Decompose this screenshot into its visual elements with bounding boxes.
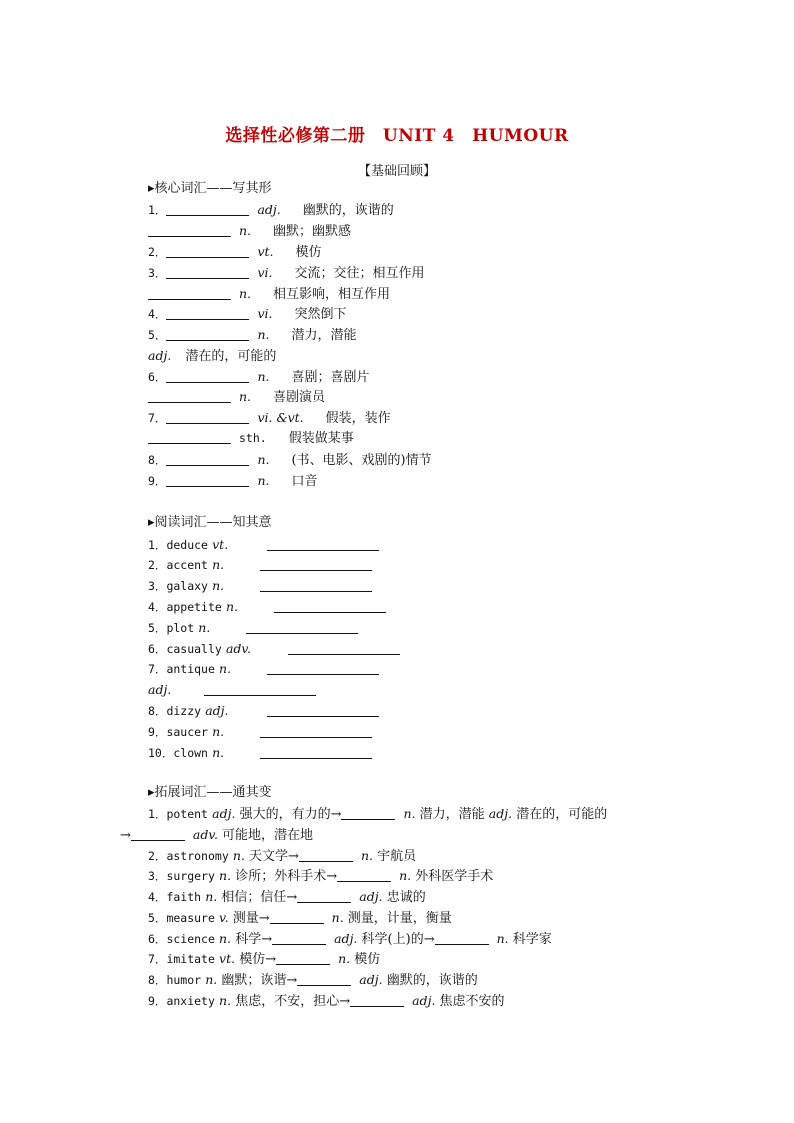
vocab-word: saucer <box>166 725 208 739</box>
part-of-speech: n. <box>219 661 232 676</box>
part-of-speech: adv. <box>192 827 218 842</box>
derived-word-blank[interactable] <box>297 889 351 903</box>
item-number: 8． <box>148 704 167 718</box>
worksheet-line <box>148 660 379 678</box>
vocab-word: anxiety <box>166 994 215 1008</box>
part-of-speech: adj. <box>412 993 436 1008</box>
part-of-speech: n. <box>198 620 211 635</box>
word-blank[interactable] <box>148 389 231 403</box>
chinese-meaning: (书、电影、戏剧的)情节 <box>291 453 432 468</box>
chinese-meaning: 相互影响，相互作用 <box>273 287 391 302</box>
chinese-meaning: 科学→ <box>231 932 273 947</box>
chinese-meaning: 焦虑，不安，担心→ <box>231 994 351 1009</box>
item-number: 5． <box>148 328 167 342</box>
part-of-speech: n. <box>257 473 270 488</box>
item-number: 6． <box>148 370 167 384</box>
part-of-speech: n. <box>225 599 238 614</box>
chinese-meaning: 潜力，潜能 <box>415 807 489 822</box>
item-number: 7． <box>148 411 167 425</box>
part-of-speech: adj. <box>148 682 172 697</box>
part-of-speech: n. <box>331 910 344 925</box>
worksheet-line <box>148 784 272 801</box>
worksheet-line <box>148 681 316 699</box>
part-of-speech: adj. <box>488 806 513 821</box>
section-heading-core-vocab: ▸核心词汇——写其形 <box>148 181 272 196</box>
chinese-meaning: 喜剧演员 <box>273 390 326 405</box>
worksheet-line <box>148 514 272 531</box>
meaning-blank[interactable] <box>204 682 316 696</box>
part-of-speech: n. <box>257 369 270 384</box>
item-number: 9． <box>148 474 167 488</box>
meaning-blank[interactable] <box>260 745 372 759</box>
derived-word-blank[interactable] <box>435 931 489 945</box>
worksheet-line <box>148 888 426 906</box>
derived-word-blank[interactable] <box>270 910 324 924</box>
part-of-speech: n. <box>257 327 270 342</box>
meaning-blank[interactable] <box>260 578 372 592</box>
worksheet-line <box>148 598 386 616</box>
item-number: 7． <box>148 662 167 676</box>
item-number: 9． <box>148 725 167 739</box>
chinese-meaning: 潜在的，可能的 <box>512 807 608 822</box>
part-of-speech: n. <box>205 889 218 904</box>
chinese-meaning: 幽默的，诙谐的 <box>302 203 394 218</box>
meaning-blank[interactable] <box>267 703 379 717</box>
part-of-speech: n. <box>239 389 252 404</box>
derived-word-blank[interactable] <box>272 931 326 945</box>
item-number: 8． <box>148 453 167 467</box>
word-blank[interactable] <box>166 452 249 466</box>
part-of-speech: vi. &vt. <box>257 410 304 425</box>
worksheet-line <box>148 180 272 197</box>
part-of-speech: adv. <box>225 641 251 656</box>
part-of-speech: vi. <box>257 265 273 280</box>
worksheet-line <box>148 909 452 927</box>
part-of-speech: sth. <box>239 431 267 445</box>
meaning-blank[interactable] <box>274 599 386 613</box>
part-of-speech: n. <box>232 848 245 863</box>
worksheet-line <box>148 472 317 490</box>
part-of-speech: n. <box>239 223 252 238</box>
item-number: 6． <box>148 642 167 656</box>
page-title: 选择性必修第二册 UNIT 4 HUMOUR <box>225 126 569 146</box>
item-number: 1． <box>148 538 167 552</box>
part-of-speech: n. <box>360 848 373 863</box>
worksheet-line <box>148 702 379 720</box>
part-of-speech: adj. <box>359 972 383 987</box>
worksheet-line <box>148 264 425 282</box>
worksheet-line <box>148 243 322 261</box>
item-number: 5． <box>148 621 167 635</box>
item-number: 8． <box>148 973 167 987</box>
worksheet-line <box>148 805 607 823</box>
part-of-speech: n. <box>399 868 412 883</box>
chinese-meaning: 潜在的，可能的 <box>185 349 277 364</box>
part-of-speech: n. <box>219 931 232 946</box>
part-of-speech: n. <box>338 951 351 966</box>
worksheet-line <box>148 744 372 762</box>
word-blank[interactable] <box>166 202 249 216</box>
chinese-meaning: 诊所；外科手术→ <box>231 869 338 884</box>
item-number: 3． <box>148 266 167 280</box>
item-number: 10． <box>148 746 174 760</box>
worksheet-line <box>148 326 356 344</box>
chinese-meaning: 焦虑不安的 <box>435 994 505 1009</box>
part-of-speech: vt. <box>219 951 236 966</box>
part-of-speech: n. <box>257 452 270 467</box>
worksheet-line <box>148 950 380 968</box>
word-blank[interactable] <box>166 369 249 383</box>
worksheet-line <box>148 409 391 427</box>
worksheet-line <box>148 577 372 595</box>
chinese-meaning: 模仿→ <box>235 952 277 967</box>
worksheet-line <box>148 451 432 469</box>
part-of-speech: n. <box>219 993 232 1008</box>
vocab-word: appetite <box>166 600 222 614</box>
worksheet-line <box>148 285 390 303</box>
derived-word-blank[interactable] <box>337 868 391 882</box>
chinese-meaning: 模仿 <box>295 245 322 260</box>
vocab-word: humor <box>166 973 202 987</box>
vocab-word: surgery <box>166 869 215 883</box>
vocab-word: clown <box>173 746 208 760</box>
vocab-word: measure <box>166 911 215 925</box>
part-of-speech: n. <box>496 931 509 946</box>
chinese-meaning: 幽默的，诙谐的 <box>382 973 478 988</box>
item-number: 3． <box>148 869 167 883</box>
meaning-blank[interactable] <box>246 620 358 634</box>
vocab-word: plot <box>166 621 195 635</box>
item-number: 2． <box>148 558 167 572</box>
chinese-meaning: 宇航员 <box>372 849 417 864</box>
part-of-speech: n. <box>403 806 416 821</box>
part-of-speech: v. <box>219 910 229 925</box>
part-of-speech: adj. <box>257 202 281 217</box>
section-heading-extended-vocab: ▸拓展词汇——通其变 <box>148 785 272 800</box>
vocab-word: dizzy <box>166 704 202 718</box>
chinese-meaning: 口音 <box>291 474 318 489</box>
vocab-word: casually <box>166 642 222 656</box>
worksheet-line <box>148 971 478 989</box>
word-blank[interactable] <box>166 306 249 320</box>
chinese-meaning: 假装，装作 <box>325 411 391 426</box>
word-blank[interactable] <box>166 327 249 341</box>
part-of-speech: adj. <box>334 931 358 946</box>
worksheet-line <box>148 930 552 948</box>
worksheet-line <box>148 430 354 447</box>
worksheet-line <box>148 305 347 323</box>
item-number: 7． <box>148 952 167 966</box>
part-of-speech: n. <box>239 286 252 301</box>
word-blank[interactable] <box>148 430 231 444</box>
part-of-speech: vt. <box>212 537 229 552</box>
chinese-meaning: 相信；信任→ <box>217 890 298 905</box>
section-subtitle: 【基础回顾】 <box>357 164 436 179</box>
worksheet-line <box>148 388 325 406</box>
part-of-speech: n. <box>219 868 232 883</box>
chinese-meaning: 外科医学手术 <box>411 869 494 884</box>
part-of-speech: adj. <box>212 806 236 821</box>
worksheet-line <box>148 847 416 865</box>
item-number: 4． <box>148 890 167 904</box>
vocab-word: galaxy <box>166 579 208 593</box>
item-number: 2． <box>148 245 167 259</box>
part-of-speech: vt. <box>257 244 274 259</box>
derived-word-blank[interactable] <box>131 827 185 841</box>
vocab-word: antique <box>166 662 215 676</box>
chinese-meaning: 可能地，潜在地 <box>217 828 314 843</box>
worksheet-line <box>148 347 276 365</box>
derived-word-blank[interactable] <box>350 993 404 1007</box>
word-blank[interactable] <box>148 286 231 300</box>
chinese-meaning: 突然倒下 <box>294 307 347 322</box>
item-number: 2． <box>148 849 167 863</box>
worksheet-line <box>148 222 351 240</box>
worksheet-line <box>148 619 358 637</box>
part-of-speech: n. <box>212 557 225 572</box>
vocab-word: faith <box>166 890 202 904</box>
word-blank[interactable] <box>166 265 249 279</box>
part-of-speech: n. <box>212 724 225 739</box>
item-number: 9． <box>148 994 167 1008</box>
word-blank[interactable] <box>166 244 249 258</box>
worksheet-line <box>148 201 394 219</box>
section-heading-reading-vocab: ▸阅读词汇——知其意 <box>148 515 272 530</box>
word-blank[interactable] <box>166 473 249 487</box>
chinese-meaning: 喜剧；喜剧片 <box>291 370 370 385</box>
chinese-meaning: → <box>120 828 131 843</box>
chinese-meaning: 测量→ <box>228 911 270 926</box>
chinese-meaning: 强大的，有力的→ <box>235 807 342 822</box>
part-of-speech: vi. <box>257 306 273 321</box>
chinese-meaning: 天文学→ <box>244 849 299 864</box>
chinese-meaning: 模仿 <box>350 952 381 967</box>
word-blank[interactable] <box>166 410 249 424</box>
chinese-meaning: 交流；交往；相互作用 <box>294 266 425 281</box>
meaning-blank[interactable] <box>260 557 372 571</box>
item-number: 6． <box>148 932 167 946</box>
worksheet-line <box>148 992 505 1010</box>
vocab-word: astronomy <box>166 849 229 863</box>
vocab-word: accent <box>166 558 208 572</box>
word-blank[interactable] <box>148 223 231 237</box>
worksheet-line <box>148 723 372 741</box>
part-of-speech: n. <box>212 745 225 760</box>
chinese-meaning: 潜力，潜能 <box>291 328 357 343</box>
meaning-blank[interactable] <box>260 724 372 738</box>
derived-word-blank[interactable] <box>299 848 353 862</box>
chinese-meaning: 测量，计量，衡量 <box>343 911 452 926</box>
chinese-meaning: 幽默；幽默感 <box>273 224 352 239</box>
worksheet-line <box>148 368 369 386</box>
chinese-meaning: 科学(上)的→ <box>357 932 435 947</box>
worksheet-line <box>148 556 372 574</box>
meaning-blank[interactable] <box>288 641 400 655</box>
worksheet-line <box>120 826 313 844</box>
worksheet-line <box>148 536 379 554</box>
vocab-word: potent <box>166 807 208 821</box>
item-number: 5． <box>148 911 167 925</box>
vocab-word: deduce <box>166 538 208 552</box>
chinese-meaning: 幽默；诙谐→ <box>217 973 298 988</box>
item-number: 4． <box>148 307 167 321</box>
item-number: 3． <box>148 579 167 593</box>
worksheet-line <box>148 640 400 658</box>
part-of-speech: n. <box>205 972 218 987</box>
derived-word-blank[interactable] <box>276 951 330 965</box>
part-of-speech: adj. <box>205 703 229 718</box>
item-number: 1． <box>148 807 167 821</box>
meaning-blank[interactable] <box>267 537 379 551</box>
derived-word-blank[interactable] <box>341 806 395 820</box>
worksheet-line <box>148 867 493 885</box>
vocab-word: imitate <box>166 952 215 966</box>
chinese-meaning: 忠诚的 <box>382 890 426 905</box>
part-of-speech: adj. <box>359 889 383 904</box>
vocab-word: science <box>166 932 215 946</box>
derived-word-blank[interactable] <box>297 972 351 986</box>
item-number: 4． <box>148 600 167 614</box>
part-of-speech: adj. <box>148 348 172 363</box>
item-number: 1． <box>148 203 167 217</box>
chinese-meaning: 科学家 <box>508 932 552 947</box>
part-of-speech: n. <box>212 578 225 593</box>
chinese-meaning: 假装做某事 <box>288 431 354 446</box>
meaning-blank[interactable] <box>267 661 379 675</box>
